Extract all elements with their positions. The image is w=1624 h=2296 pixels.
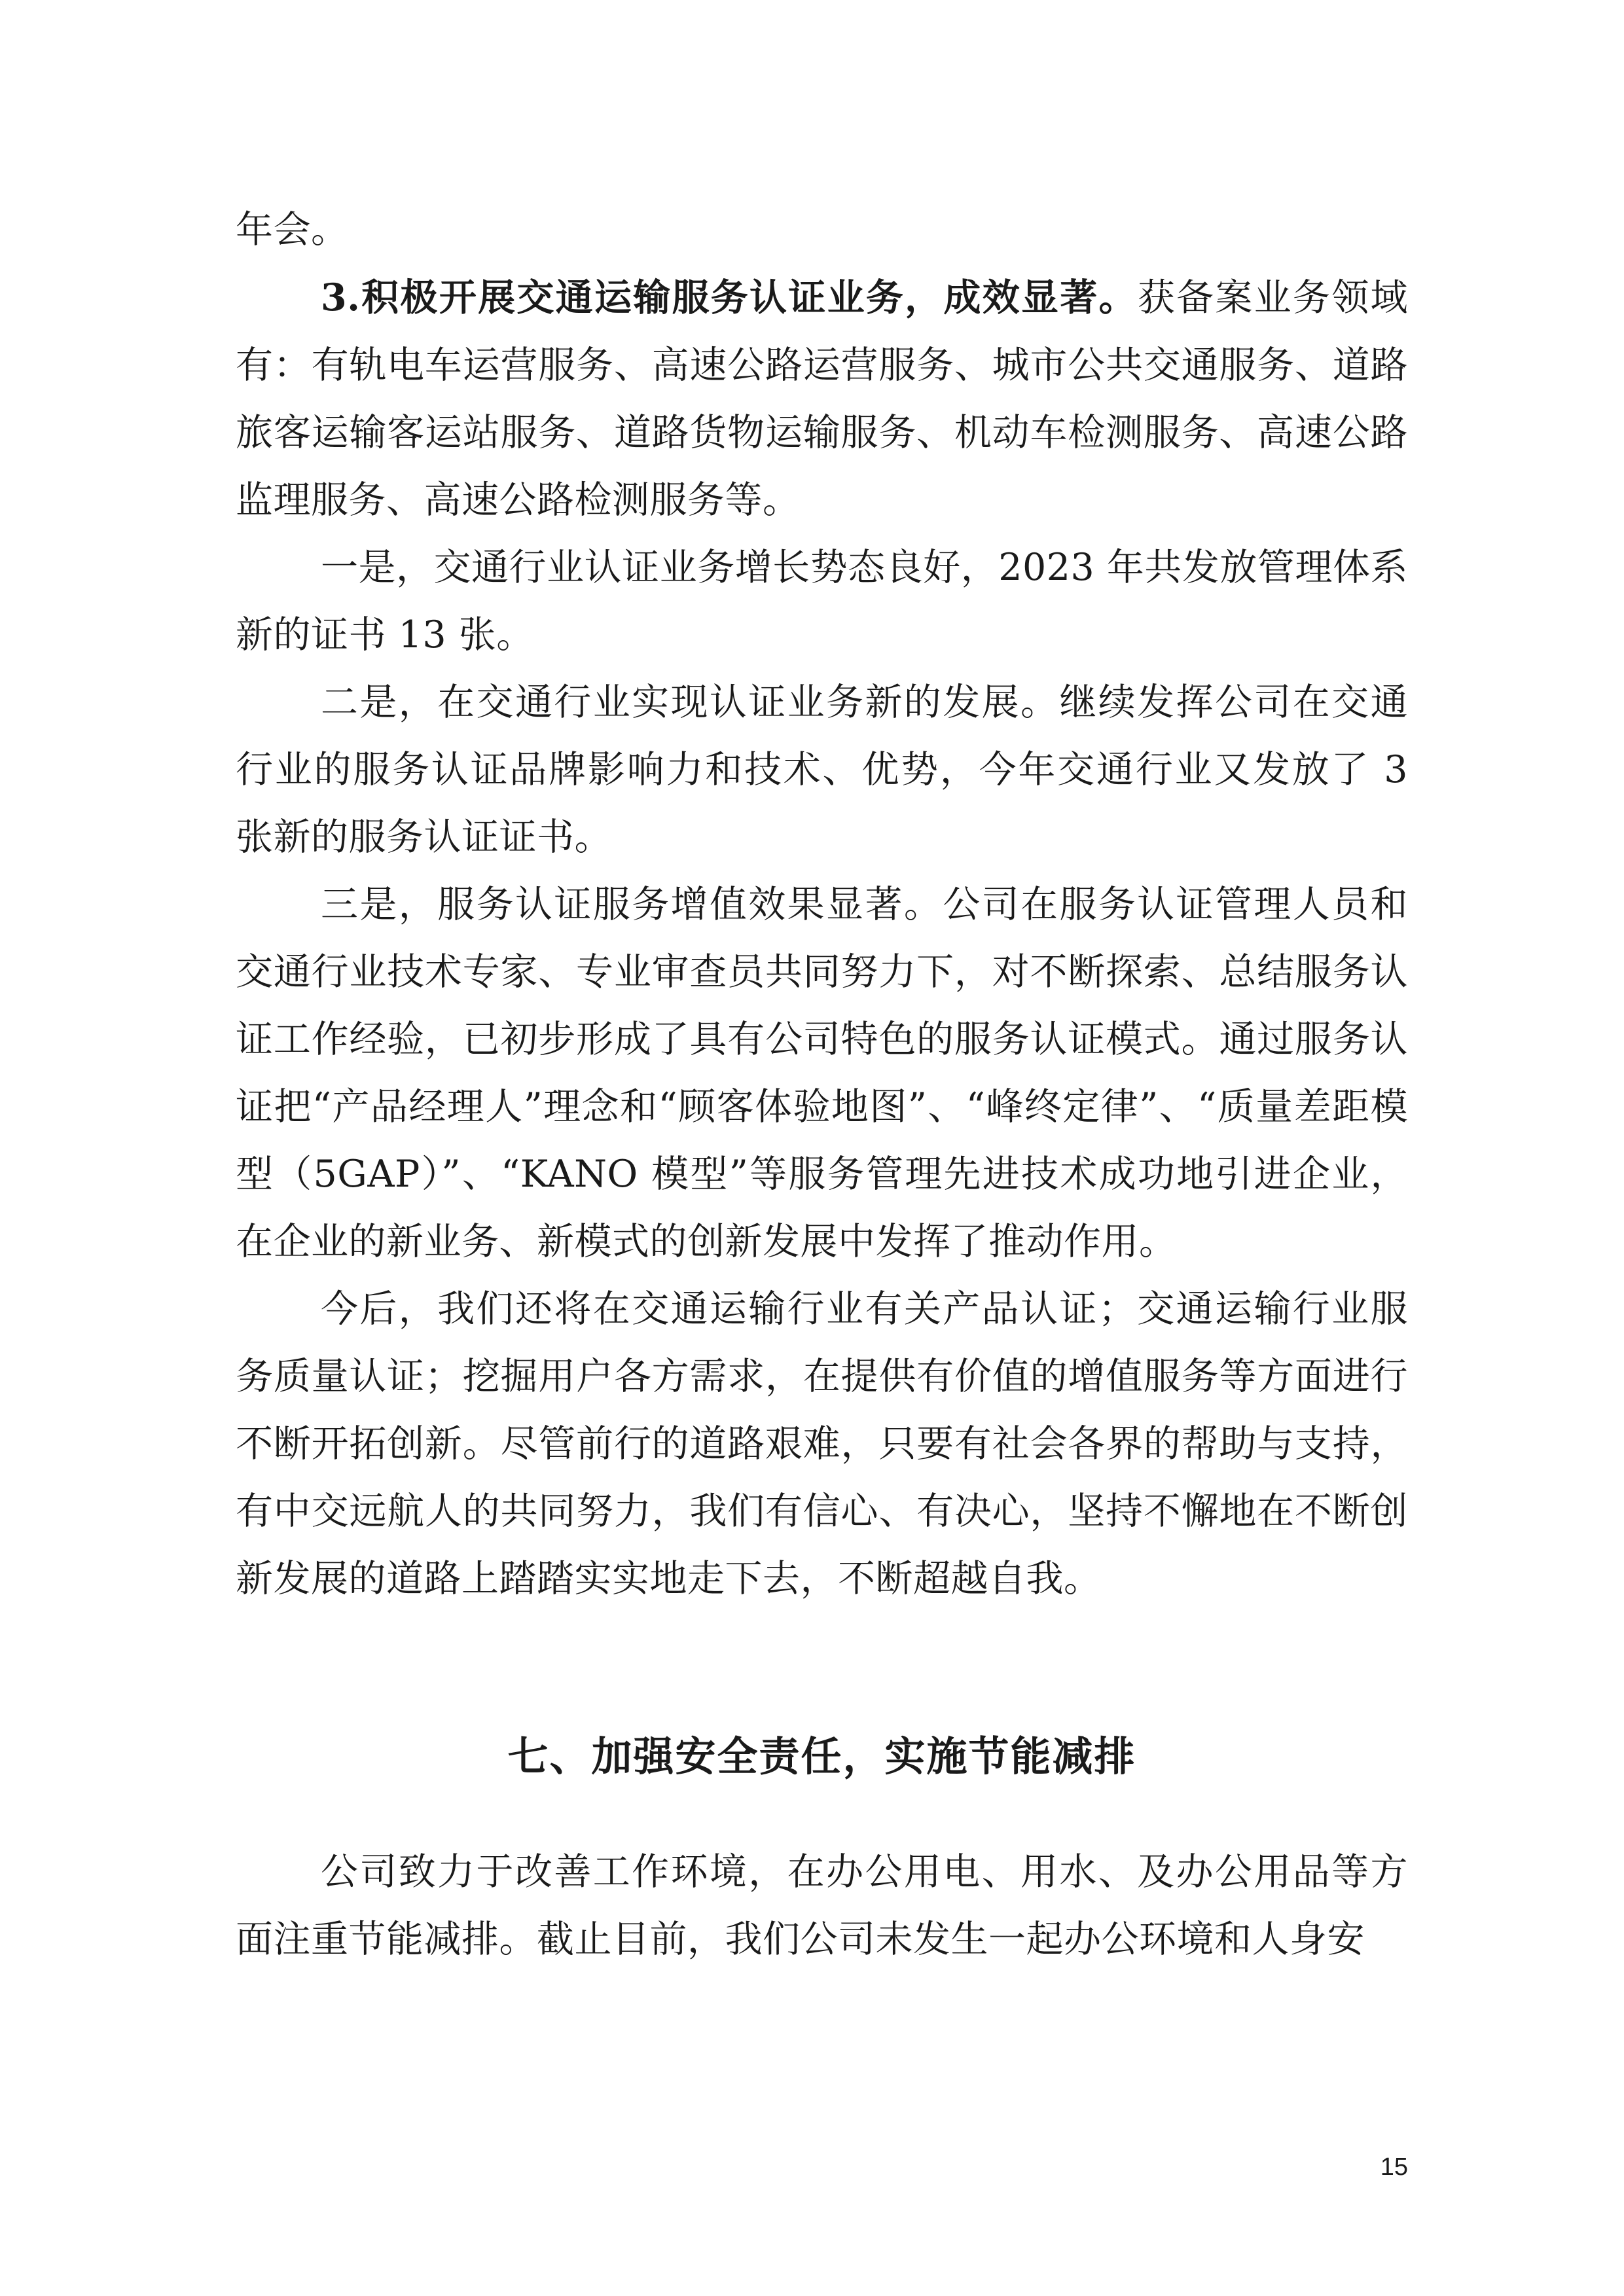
paragraph-text: 今后，我们还将在交通运输行业有关产品认证；交通运输行业服务质量认证；挖掘用户各方需求，在提供有价值的增值服务等方面进行不断开拓创新。尽管前行的道路艰难，只要有社会各界的帮助与支持，有中交远航人的共同努力，我们有信心、有决心，坚持不懈地在不断创新发展的道路上踏踏实实地走下去，不断超越自我。 — [236, 1287, 1408, 1600]
paragraph-section-body — [236, 1839, 1408, 1973]
paragraph-text: 年会。 — [236, 208, 349, 251]
paragraph-point-two — [236, 669, 1408, 871]
paragraph-text: 一是，交通行业认证业务增长势态良好，2023 年共发放管理体系新的证书 13 张。 — [236, 546, 1408, 656]
paragraph-text: 公司致力于改善工作环境，在办公用电、用水、及办公用品等方面注重节能减排。截止目前，我们公司未发生一起办公环境和人身安 — [236, 1850, 1408, 1961]
paragraph-point-one — [236, 534, 1408, 669]
heading-spacer — [236, 1789, 1408, 1839]
paragraph-item-3 — [236, 264, 1408, 534]
paragraph-lead: 3.积极开展交通运输服务认证业务，成效显著。 — [321, 276, 1138, 319]
paragraph-text: 获备案业务领域有：有轨电车运营服务、高速公路运营服务、城市公共交通服务、道路旅客运输客运站服务、道路货物运输服务、机动车检测服务、高速公路监理服务、高速公路检测服务等。 — [236, 276, 1408, 522]
paragraph-text: 二是，在交通行业实现认证业务新的发展。继续发挥公司在交通行业的服务认证品牌影响力和技术、优势，今年交通行业又发放了 3 张新的服务认证证书。 — [236, 681, 1408, 859]
paragraph-outlook — [236, 1276, 1408, 1613]
paragraph-point-three — [236, 871, 1408, 1276]
paragraph-continued — [236, 196, 1408, 264]
page-number: 15 — [1380, 2153, 1408, 2181]
paragraph-text: 三是，服务认证服务增值效果显著。公司在服务认证管理人员和交通行业技术专家、专业审查员共同努力下，对不断探索、总结服务认证工作经验，已初步形成了具有公司特色的服务认证模式。通过服务认证把“产品经理人”理念和“顾客体验地图”、“峰终定律”、“质量差距模型（5GAP）”、“KANO 模型”等服务管理先进技术成功地引进企业，在企业的新业务、新模式的创新发展中发挥了推动作用。 — [236, 883, 1408, 1263]
section-spacer — [236, 1613, 1408, 1724]
section-heading: 七、加强安全责任，实施节能减排 — [507, 1732, 1136, 1780]
